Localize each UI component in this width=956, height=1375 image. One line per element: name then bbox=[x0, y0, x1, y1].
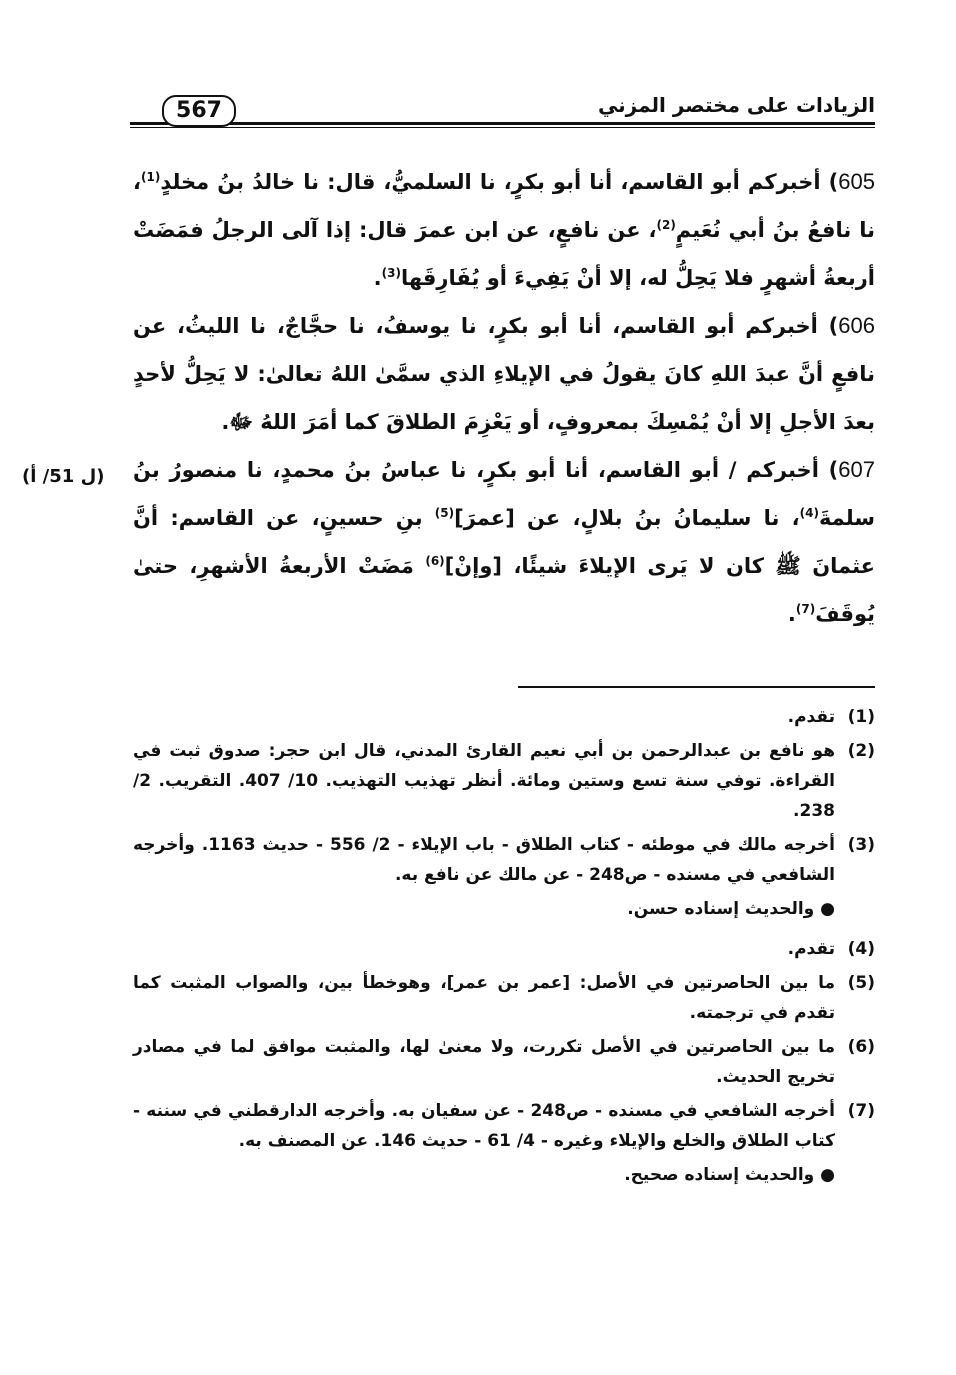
footnote-text: تقدم. bbox=[787, 707, 835, 727]
hadith-text bbox=[133, 158, 875, 638]
footnote-ref: (7) bbox=[795, 602, 816, 616]
footnote-1 bbox=[133, 702, 875, 732]
footnotes bbox=[133, 702, 875, 1200]
footnote-text: هو نافع بن عبدالرحمن بن أبي نعيم القارئ المدني، قال ابن حجر: صدوق ثبت في القراءة. توفي سنة تسع وستين ومائة. أنظر تهذيب التهذيب. 10/ 407. التقريب. 2/ 238. bbox=[133, 741, 835, 821]
footnote-number: (4) bbox=[847, 939, 875, 959]
footnote-3 bbox=[133, 830, 875, 890]
footnote-ref: (6) bbox=[425, 554, 445, 568]
hadith-number: 605 bbox=[838, 169, 875, 194]
footnote-7 bbox=[133, 1096, 875, 1156]
footnote-text: تقدم. bbox=[787, 939, 835, 959]
footnote-ref: (5) bbox=[434, 506, 455, 520]
footnote-number: (2) bbox=[847, 741, 875, 761]
hadith-number: 606 bbox=[838, 313, 875, 338]
footnote-text: ما بين الحاصرتين في الأصل تكررت، ولا معنىٰ لها، والمثبت موافق لما في مصادر تخريج الحديث. bbox=[133, 1037, 835, 1087]
hadith-605: 605) أخبركم أبو القاسم، أنا أبو بكرٍ، نا السلميُّ، قال: نا خالدُ بنُ مخلدٍ$^{(1)}$، نا نافعُ بنُ أبي نُعَيمٍ$^{(2)}$، عن نافعٍ، عن ابن عمرَ قال: إذا آلى الرجلُ فمَضَتْ أربعةُ أشهرٍ فلا يَحِلُّ له، إلا أنْ يَفِيءَ أو يُفَارِقَها$^{(3)}$. bbox=[133, 169, 875, 290]
header-rule bbox=[130, 122, 875, 125]
page-number: 567 bbox=[162, 95, 236, 127]
footnote-text: أخرجه مالك في موطئه - كتاب الطلاق - باب الإيلاء - 2/ 556 - حديث 1163. وأخرجه الشافعي في مسنده - ص248 - عن مالك عن نافع به. bbox=[133, 835, 835, 885]
footnote-text: أخرجه الشافعي في مسنده - ص248 - عن سفيان به. وأخرجه الدارقطني في سننه - كتاب الطلاق والخلع والإيلاء وغيره - 4/ 61 - حديث 146. عن المصنف به. bbox=[133, 1101, 835, 1151]
footnote-number: (7) bbox=[847, 1101, 875, 1121]
footnote-separator bbox=[518, 686, 875, 688]
hadith-number: 607 bbox=[838, 457, 875, 482]
footnote-number: (3) bbox=[847, 835, 875, 855]
manuscript-folio-note: (ل 51/ أ) bbox=[22, 466, 105, 487]
footnote-text: ما بين الحاصرتين في الأصل: [عمر بن عمر]، وهوخطأ بين، والصواب المثبت كما تقدم في ترجمته. bbox=[133, 973, 835, 1023]
footnote-6 bbox=[133, 1032, 875, 1092]
footnote-ref: (4) bbox=[799, 506, 819, 520]
hadith-606: 606) أخبركم أبو القاسم، أنا أبو بكرٍ، نا يوسفُ، نا حجَّاجٌ، نا الليثُ، عن نافعٍ أنَّ عبدَ اللهِ كانَ يقولُ في الإيلاءِ الذي سمَّىٰ اللهُ تعالىٰ: لا يَحِلُّ لأحدٍ بعدَ الأجلِ إلا أنْ يُمْسِكَ بمعروفٍ، أو يَعْزِمَ الطلاقَ كما أمَرَ اللهُ ﷻ. bbox=[133, 313, 875, 434]
footnote-3-grading: ● والحديث إسناده حسن. bbox=[627, 899, 835, 919]
footnote-number: (5) bbox=[847, 973, 875, 993]
footnote-4 bbox=[133, 934, 875, 964]
header-rule-thin bbox=[130, 127, 875, 128]
footnote-ref: (1) bbox=[140, 170, 161, 184]
footnote-ref: (2) bbox=[656, 218, 676, 232]
footnote-ref: (3) bbox=[381, 266, 401, 280]
footnote-7-grading: ● والحديث إسناده صحيح. bbox=[624, 1165, 835, 1185]
footnote-2 bbox=[133, 736, 875, 826]
footnote-number: (6) bbox=[847, 1037, 875, 1057]
running-title: الزيادات على مختصر المزني bbox=[597, 93, 875, 117]
footnote-5 bbox=[133, 968, 875, 1028]
footnote-number: (1) bbox=[847, 707, 875, 727]
hadith-607: 607) أخبركم / أبو القاسم، أنا أبو بكرٍ، نا عباسُ بنُ محمدٍ، نا منصورُ بنُ سلمةَ$^{(4)}$، نا سليمانُ بنُ بلالٍ، عن [عمرَ]$^{(5)}$ بنِ حسينٍ، عن القاسم: أنَّ عثمانَ ﷺ كان لا يَرى الإيلاءَ شيئًا، [وإنْ]$^{(6)}$ مَضَتْ الأربعةُ الأشهرِ، حتىٰ يُوقَفَ$^{(7)}$. bbox=[133, 457, 875, 626]
